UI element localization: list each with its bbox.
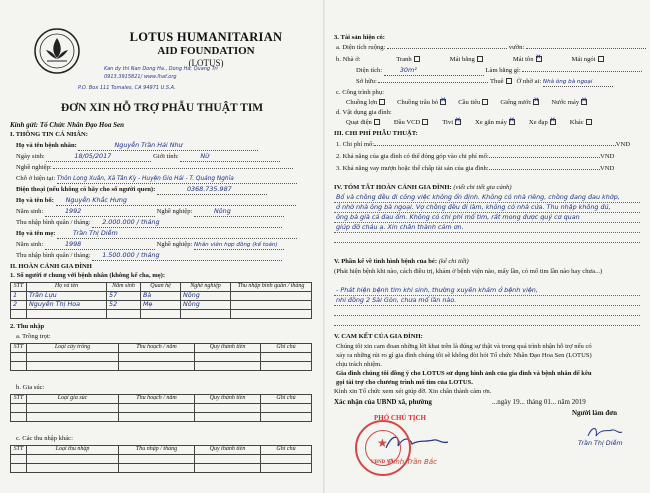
- option-5: [570, 119, 592, 126]
- option-checkbox[interactable]: [477, 56, 483, 62]
- option-0: [346, 99, 385, 106]
- table-row: [11, 353, 312, 362]
- table-cell: Nguyễn Thị Hoa: [27, 301, 107, 310]
- table-header-cell: Quy thành tiền: [195, 446, 261, 455]
- option-label: Tivi: [442, 119, 454, 126]
- father-name-row: Họ và tên bố: Nguyễn Khắc Hưng: [16, 197, 296, 206]
- option-3: [572, 56, 604, 63]
- table-header-cell: Loại thu nhập: [27, 446, 119, 455]
- option-1: [450, 56, 483, 63]
- table-cell: [27, 362, 119, 371]
- org-name-line3: (LOTUS): [188, 57, 224, 68]
- official-title: PHÓ CHỦ TỊCH: [374, 414, 426, 422]
- illness-description: (Phát hiện bệnh khi nào, cách điều trị, khám ở bệnh viện nào, mấy lần, có mổ tim lần nào hay chưa...): [334, 268, 603, 275]
- summary-line: ở nhờ nhà ông bà ngoại. Vợ chồng đều đi làm, không có nhà cửa. Thu nhập không đủ,: [336, 203, 611, 211]
- table-cell: [195, 455, 261, 464]
- table-header-cell: Năm sinh: [107, 283, 141, 292]
- table-header-cell: Họ và tên: [27, 283, 107, 292]
- area-value: 30m²: [384, 67, 484, 76]
- official-stamp: ★ UBND XÃ: [355, 420, 411, 476]
- house-type-row: b. Nhà ở: Tranh Mái bằng Mái tôn✕ Mái ngói: [336, 56, 642, 64]
- option-label: Xe gắn máy: [475, 119, 507, 126]
- table-cell: [261, 455, 312, 464]
- currency-label: VND: [600, 153, 615, 160]
- table-cell: [27, 455, 119, 464]
- table-header-cell: Quy thành tiền: [195, 395, 261, 404]
- father-birth-row: Năm sinh: 1992 Nghề nghiệp: Nông: [16, 208, 284, 217]
- table-cell: [119, 413, 195, 422]
- left-page: [6, 0, 318, 493]
- address-value: Thôn Long Xuân, Xã Tân Kỳ - Huyện Gio Hải - T. Quảng Nghĩa: [57, 176, 297, 184]
- patient-name-value: Nguyễn Trần Hải Như: [78, 142, 258, 151]
- phone-value: 0368.735.987: [157, 186, 267, 195]
- table-header-cell: Thu hoạch / năm: [119, 344, 195, 353]
- option-label: Đầu VCD: [393, 119, 421, 126]
- option-label: Nước máy: [551, 99, 580, 106]
- table-cell: 57: [107, 292, 141, 301]
- patient-name-row: Họ và tên bệnh nhân: Nguyễn Trần Hải Như: [16, 142, 258, 151]
- option-3: [500, 99, 539, 106]
- commitment-line: xảy ra những rủi ro gì gia đình chúng tôi sẽ không đòi hỏi Tổ chức Nhân Đạo Hoa Sen (LOTUS): [336, 352, 592, 359]
- stamp-text: UBND XÃ: [371, 460, 394, 465]
- table-cell: [195, 404, 261, 413]
- illness-line: nhi đồng 2 Sài Gòn, chưa mổ lần nào.: [336, 296, 457, 304]
- org-phone: 0913.3915821/ www.lhaf.org: [104, 74, 177, 80]
- table-cell: [261, 362, 312, 371]
- table-cell: [107, 310, 141, 319]
- cost-line: [336, 153, 614, 161]
- table-cell: [11, 310, 27, 319]
- mother-birth-row: Năm sinh: 1998 Nghề nghiệp: Nhân viên hợp đồng (kế toán): [16, 241, 284, 250]
- table-cell: [231, 292, 312, 301]
- option-0: [396, 56, 420, 63]
- option-label: Quạt điện: [346, 119, 372, 126]
- option-label: Chuồng trâu bò: [397, 99, 439, 106]
- org-po-box: P.O. Box 111 Tomales, CA 94971 U.S.A.: [78, 85, 176, 91]
- table-cell: [27, 310, 107, 319]
- option-checkbox[interactable]: [598, 56, 604, 62]
- table-header-row: [11, 283, 312, 292]
- table-row: [11, 310, 312, 319]
- org-name-line1: LOTUS HUMANITARIAN: [129, 30, 283, 44]
- table-header-cell: Ghi chú: [261, 446, 312, 455]
- livestock-table: [10, 394, 312, 422]
- job-row: Nghề nghiệp:: [16, 164, 293, 172]
- option-checkbox[interactable]: [550, 119, 556, 125]
- option-checkbox[interactable]: [482, 99, 488, 105]
- table-header-cell: STT: [11, 446, 27, 455]
- cost-label: 1. Chi phí mổ:: [336, 141, 375, 148]
- option-4: [551, 99, 587, 106]
- mother-name-row: Họ và tên mẹ: Trần Thị Diễm: [16, 230, 297, 239]
- commitment-line: Chúng tôi xin cam đoan những lời khai trên là đúng sự thật và trong quá trình nhận hỗ trợ nếu có: [336, 343, 592, 350]
- summary-line: Bố và chồng đều đi công việc không ổn định. Không có nhà riêng, chồng đang đau khớp,: [336, 193, 620, 201]
- option-checkbox[interactable]: [586, 119, 592, 125]
- form-title: ĐƠN XIN HỖ TRỢ PHẪU THUẬT TIM: [60, 102, 264, 114]
- option-3: [475, 119, 515, 126]
- commitment-consent-line: Gia đình chúng tôi đồng ý cho LOTUS sử dụng hình ảnh của gia đình và bệnh nhân để kêu: [336, 370, 592, 377]
- summary-heading-row: IV. TÓM TẮT HOÀN CẢNH GIA ĐÌNH: (viết chi tiết gia cảnh): [334, 184, 512, 191]
- gender-value: Nữ: [180, 153, 280, 162]
- currency-label: VND: [615, 141, 630, 148]
- org-address: Kan dy thi Nan Dong Ha., Dong Ha, Quang Tri: [104, 66, 218, 72]
- table-header-cell: Quan hệ: [141, 283, 181, 292]
- table-header-cell: STT: [11, 395, 27, 404]
- option-2: [513, 56, 542, 63]
- phone-row: Điện thoại (nếu không có hãy cho số người quen): 0368.735.987: [16, 186, 267, 195]
- table-cell: 2: [11, 301, 27, 310]
- option-label: Khác: [569, 119, 584, 126]
- table-cell: [27, 353, 119, 362]
- livestock-label: b. Gia súc:: [16, 384, 45, 391]
- org-header: [96, 30, 316, 68]
- owner-row: Sở hữu: Thuê Ở nhờ ai: Nhà ông bà ngoại: [356, 78, 613, 87]
- commitment-heading: V. CAM KẾT CỦA GIA ĐÌNH:: [334, 333, 423, 340]
- table-cell: [119, 404, 195, 413]
- option-1: [397, 99, 446, 106]
- option-label: Cầu tiêu: [458, 99, 481, 106]
- table-cell: [119, 353, 195, 362]
- currency-label: VND: [600, 165, 615, 172]
- table-row: [11, 404, 312, 413]
- address-row: Chỗ ở hiện tại: Thôn Long Xuân, Xã Tân Kỳ - Huyện Gio Hải - T. Quảng Nghĩa: [16, 175, 297, 184]
- table-header-row: [11, 344, 312, 353]
- option-label: Giếng nước: [500, 99, 532, 106]
- confirmation-label: Xác nhận của UBND xã, phường: [334, 398, 432, 406]
- father-job-value: Nông: [194, 208, 284, 217]
- income-label: 2. Thu nhập: [10, 323, 45, 330]
- lotus-logo-icon: [34, 28, 80, 74]
- option-1: [394, 119, 428, 126]
- option-checkbox[interactable]: [533, 99, 539, 105]
- section1-heading: I. THÔNG TIN CÁ NHÂN:: [10, 131, 88, 138]
- recipient-line: Kính gửi: Tổ Chức Nhân Đạo Hoa Sen: [10, 121, 124, 129]
- right-page: [332, 0, 644, 493]
- cost-label: 2. Khả năng của gia đình có thể đóng góp vào chi phí mổ:: [336, 153, 489, 160]
- option-checkbox[interactable]: [414, 56, 420, 62]
- illness-heading-row: V. Phần kể về tình hình bệnh của bé: (kể chi tiết): [334, 258, 469, 265]
- other-income-label: c. Các thu nhập khác:: [16, 435, 73, 442]
- table-cell: [11, 464, 27, 473]
- option-checkbox[interactable]: [455, 119, 461, 125]
- other-income-table: [10, 445, 312, 473]
- table-cell: [181, 310, 231, 319]
- summary-line: giúp đỡ cháu ạ. Xin chân thành cảm ơn.: [336, 223, 464, 231]
- mother-job-value: Nhân viên hợp đồng (kế toán): [194, 242, 284, 250]
- works-label: c. Công trình phụ:: [336, 89, 384, 96]
- table-cell: [195, 362, 261, 371]
- table-cell: [11, 413, 27, 422]
- table-cell: [195, 353, 261, 362]
- mother-name-value: Trần Thị Diễm: [57, 230, 297, 239]
- table-cell: 52: [107, 301, 141, 310]
- mother-income-value: 1.500.000 / tháng: [92, 252, 282, 261]
- birth-row: Ngày sinh: 18/05/2017 Giới tính: Nữ: [16, 153, 280, 162]
- table-header-cell: Thu hoạch / năm: [119, 395, 195, 404]
- illness-line: - Phát hiện bệnh tim khi sinh, thường xuyên khám ở bệnh viện,: [336, 286, 538, 294]
- table-header-cell: Nghề nghiệp: [181, 283, 231, 292]
- table-header-row: [11, 446, 312, 455]
- house-options: [396, 56, 633, 63]
- table-cell: [119, 362, 195, 371]
- option-checkbox[interactable]: [374, 119, 380, 125]
- org-name-line2: AID FOUNDATION: [157, 44, 255, 57]
- birth-value: 18/05/2017: [46, 153, 151, 162]
- table-cell: [195, 413, 261, 422]
- father-income-row: Thu nhập bình quân / tháng: 2.000.000 / tháng: [16, 219, 282, 228]
- table-cell: [231, 310, 312, 319]
- table-row: [11, 455, 312, 464]
- table-header-cell: Loại gia súc: [27, 395, 119, 404]
- table-header-row: [11, 395, 312, 404]
- option-2: [458, 99, 488, 106]
- area-row: Diện tích: 30m² Làm bằng gì:: [356, 67, 642, 76]
- option-label: Xe đạp: [528, 119, 548, 126]
- option-checkbox[interactable]: [422, 119, 428, 125]
- table-cell: Mẹ: [141, 301, 181, 310]
- option-checkbox[interactable]: [581, 99, 587, 105]
- table-cell: Nông: [181, 301, 231, 310]
- table-cell: [261, 404, 312, 413]
- commitment-line: chịu trách nhiệm.: [336, 361, 382, 368]
- cost-line: [336, 165, 614, 173]
- table-row: [11, 301, 312, 310]
- table-header-cell: Quy thành tiền: [195, 344, 261, 353]
- farm-label: a. Trồng trọt:: [16, 333, 51, 340]
- table-cell: [119, 455, 195, 464]
- summary-line: ông bà già cả đau ốm. Không có chi phí mổ tim, rất mong được quý cơ quan: [336, 213, 580, 221]
- table-row: [11, 362, 312, 371]
- table-header-cell: Ghi chú: [261, 395, 312, 404]
- table-cell: Bà: [141, 292, 181, 301]
- option-checkbox[interactable]: [509, 119, 515, 125]
- farm-table: [10, 343, 312, 371]
- goods-options-row: [346, 119, 642, 127]
- owner-value: Nhà ông bà ngoại: [543, 79, 613, 87]
- members-table: [10, 282, 312, 319]
- option-label: Chuồng lợn: [346, 99, 378, 106]
- table-header-cell: Thu nhập / tháng: [119, 446, 195, 455]
- commitment-thanks: Kính xin Tổ chức xem xét giúp đỡ. Xin chân thành cảm ơn.: [334, 388, 492, 395]
- option-checkbox[interactable]: [440, 99, 446, 105]
- cost-line: [336, 141, 630, 149]
- option-0: [346, 119, 380, 126]
- table-cell: Trần Lựu: [27, 292, 107, 301]
- goods-label: d. Vật dụng gia đình:: [336, 109, 392, 116]
- table-cell: [27, 464, 119, 473]
- father-birth-value: 1992: [45, 208, 155, 217]
- page-fold: [323, 0, 325, 493]
- table-cell: 1: [11, 292, 27, 301]
- table-cell: [261, 413, 312, 422]
- cost-label: 3. Khả năng vay mượn hoặc thế chấp tài sản của gia đình:: [336, 165, 489, 172]
- table-cell: [11, 362, 27, 371]
- mother-income-row: Thu nhập bình quân / tháng: 1.500.000 / tháng: [16, 252, 282, 261]
- option-4: [529, 119, 556, 126]
- signing-date: ...ngày 19... tháng 01... năm 2019: [492, 398, 586, 406]
- section2-heading: II. HOÀN CẢNH GIA ĐÌNH: [10, 263, 92, 270]
- costs-heading: III. CHI PHÍ PHẪU THUẬT:: [334, 130, 418, 137]
- table-header-cell: Ghi chú: [261, 344, 312, 353]
- table-row: [11, 464, 312, 473]
- table-cell: [231, 301, 312, 310]
- mother-birth-value: 1998: [45, 241, 155, 250]
- table-row: [11, 413, 312, 422]
- applicant-name: Trần Thị Diễm: [578, 439, 623, 447]
- table-cell: Nông: [181, 292, 231, 301]
- table-cell: [11, 404, 27, 413]
- table-cell: [195, 464, 261, 473]
- table-cell: [119, 464, 195, 473]
- table-header-cell: Loại cây trồng: [27, 344, 119, 353]
- father-income-value: 2.000.000 / tháng: [92, 219, 282, 228]
- table-cell: [27, 404, 119, 413]
- applicant-label: Người làm đơn: [572, 409, 618, 417]
- option-checkbox[interactable]: [379, 99, 385, 105]
- father-name-value: Nguyễn Khắc Hưng: [56, 197, 296, 206]
- table-cell: [261, 353, 312, 362]
- table-cell: [11, 353, 27, 362]
- table-header-cell: STT: [11, 344, 27, 353]
- land-row: a. Diện tích ruộng: vườn:: [336, 44, 646, 52]
- option-label: Mái bằng: [449, 56, 475, 63]
- table-cell: [11, 455, 27, 464]
- table-header-cell: STT: [11, 283, 27, 292]
- official-name: Đinh Trần Bắc: [388, 458, 437, 466]
- option-2: [442, 119, 461, 126]
- option-checkbox[interactable]: [536, 56, 542, 62]
- table-header-cell: Thu nhập bình quân / tháng: [231, 283, 312, 292]
- table-cell: [261, 464, 312, 473]
- option-label: Mái ngói: [571, 56, 596, 63]
- option-label: Mái tôn: [512, 56, 534, 63]
- table-cell: [141, 310, 181, 319]
- option-label: Tranh: [396, 56, 412, 63]
- table-cell: [27, 413, 119, 422]
- checkbox-rent[interactable]: [506, 78, 512, 84]
- assets-heading: 3. Tài sản hiện có:: [334, 34, 385, 41]
- commitment-consent-line: gọi tài trợ cho chương trình mổ tim của LOTUS.: [336, 379, 473, 386]
- works-options-row: [346, 99, 642, 107]
- members-label: 1. Số người ở chung với bệnh nhân (không kể cha, mẹ):: [10, 272, 166, 279]
